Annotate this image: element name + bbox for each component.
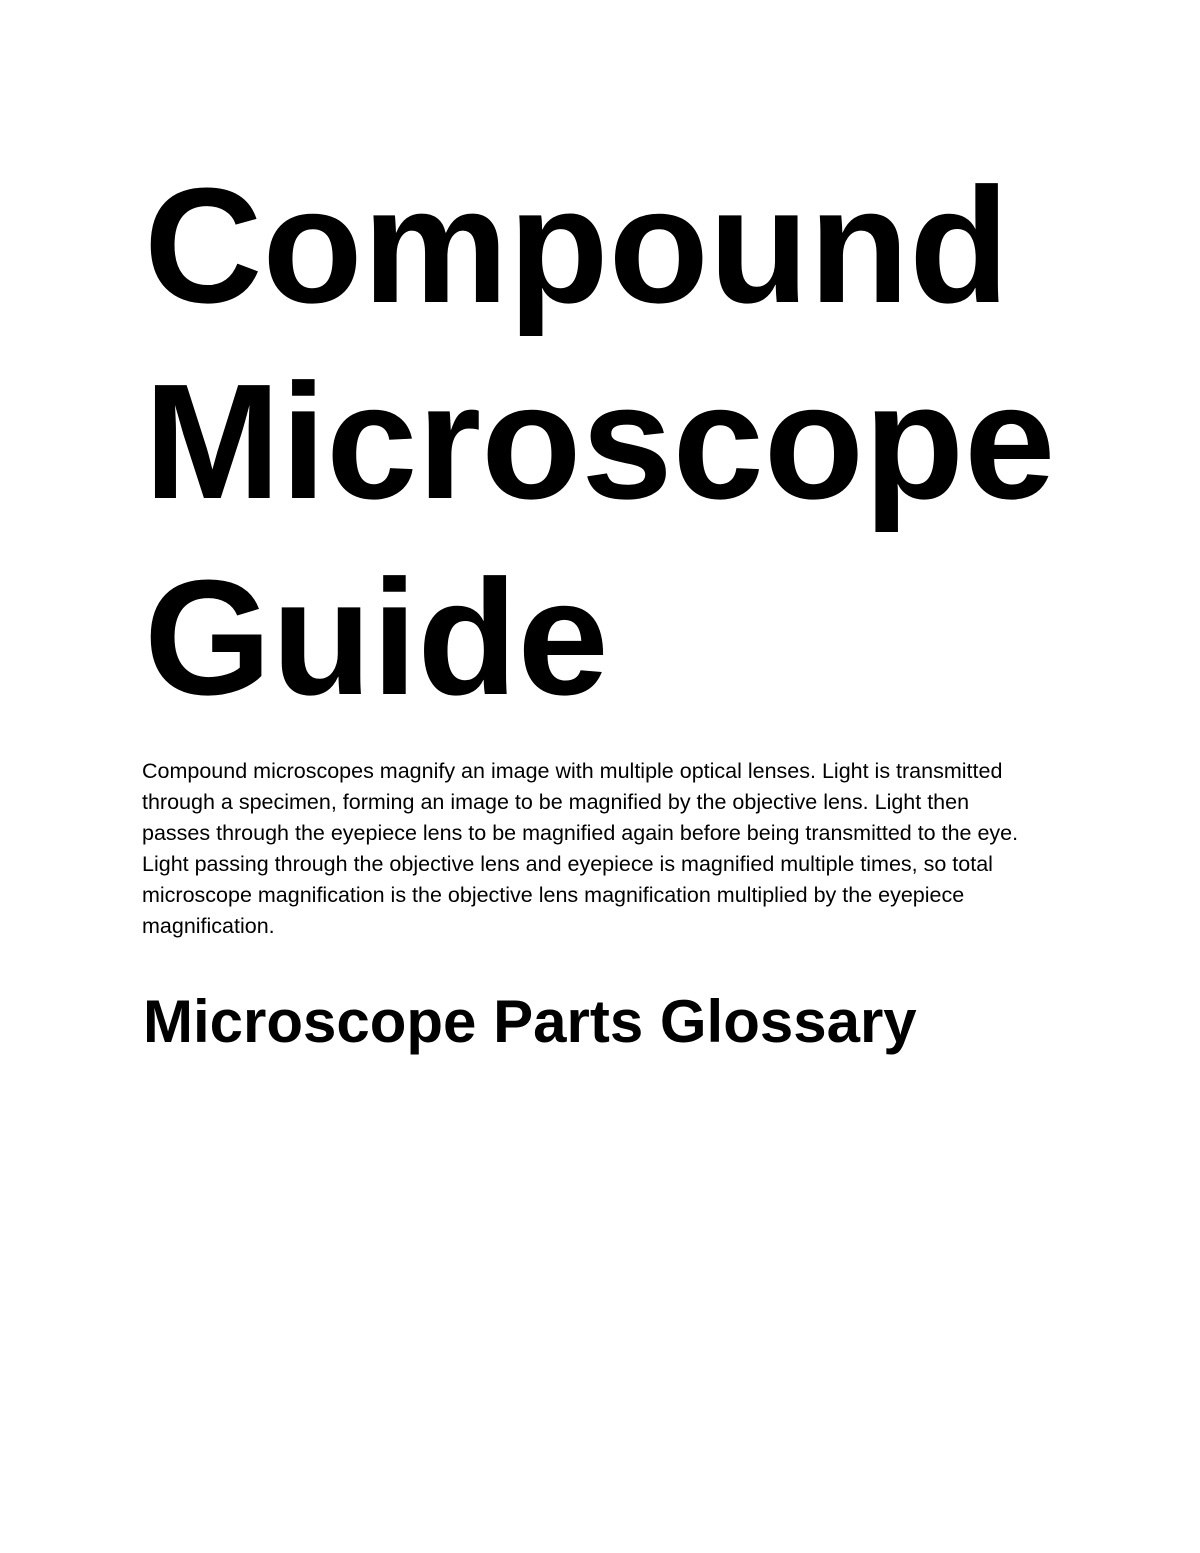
section-heading: Microscope Parts Glossary [143, 988, 917, 1055]
intro-paragraph: Compound microscopes magnify an image with multiple optical lenses. Light is transmitted through a specimen, forming an image to be magnified by the objective lens. Light then passes through the eyepiece lens to be magnified again before being transmitted to the eye. Light passing through the objective lens and eyepiece is magnified multiple times, so total microscope magnification is the objective lens magnification multiplied by the eyepiece magnification. [142, 759, 1019, 938]
title-line-1: Compound [144, 154, 1010, 337]
title-line-2: Microscope [144, 350, 1056, 533]
title-line-3: Guide [144, 546, 609, 729]
page-title [144, 148, 1104, 736]
